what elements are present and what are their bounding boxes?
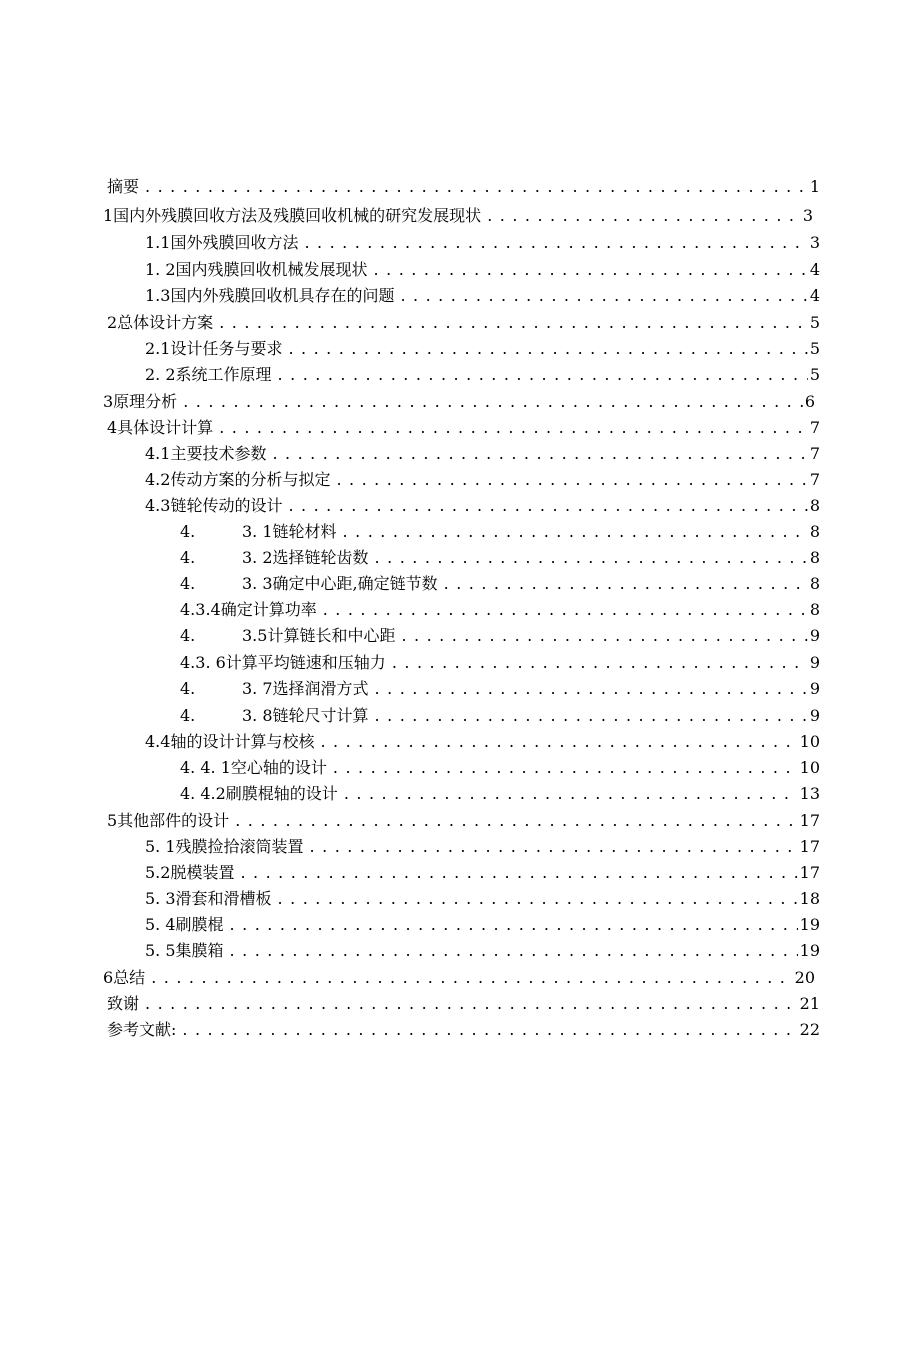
- toc-entry-text: 3. 2选择链轮齿数: [242, 548, 369, 567]
- toc-entry-title: [180, 703, 369, 729]
- dot-leader: [145, 991, 798, 1017]
- toc-entry-page: 6: [804, 392, 815, 411]
- toc-entry-page: 17: [799, 811, 820, 830]
- dot-leader: [151, 965, 792, 991]
- toc-entry-text: 3. 1链轮材料: [242, 522, 337, 541]
- toc-entry-page: 4: [809, 260, 820, 279]
- toc-entry-title: 4. 4.2刷膜棍轴的设计: [180, 784, 338, 803]
- dot-leader: [219, 415, 808, 441]
- toc-entry[interactable]: [145, 362, 820, 388]
- toc-entry-title: 5. 4刷膜棍: [145, 915, 224, 934]
- dot-leader: [320, 729, 797, 755]
- dot-leader: [288, 493, 807, 519]
- toc-entry-page: 3: [802, 206, 813, 225]
- toc-entry-title: 5其他部件的设计: [107, 811, 230, 830]
- toc-entry-page: 13: [799, 784, 820, 803]
- toc-entry-page: 17: [799, 837, 820, 856]
- dot-leader: [278, 886, 798, 912]
- toc-entry[interactable]: [145, 938, 820, 964]
- dot-leader: [183, 389, 803, 415]
- toc-entry-prefix: 4.: [180, 626, 196, 645]
- dot-leader: [333, 755, 798, 781]
- toc-entry-title: 4.4轴的设计计算与校核: [145, 732, 315, 751]
- toc-entry[interactable]: [107, 310, 820, 336]
- toc-entry[interactable]: [180, 571, 820, 597]
- toc-entry[interactable]: [107, 1017, 820, 1043]
- toc-entry-title: 2.1设计任务与要求: [145, 339, 283, 358]
- dot-leader: [323, 597, 808, 623]
- toc-entry-title: 4具体设计计算: [107, 418, 214, 437]
- toc-entry-title: 摘要: [107, 177, 140, 196]
- toc-entry[interactable]: [145, 834, 820, 860]
- toc-entry-title: [180, 571, 438, 597]
- toc-entry-page: 22: [799, 1020, 820, 1039]
- dot-leader: [375, 545, 808, 571]
- toc-entry[interactable]: [180, 519, 820, 545]
- dot-leader: [145, 174, 808, 200]
- toc-entry-page: 5: [809, 339, 820, 358]
- toc-entry-page: 8: [809, 548, 820, 567]
- toc-entry-title: 参考文献:: [107, 1020, 177, 1039]
- toc-entry-title: 1.1国外残膜回收方法: [145, 233, 299, 252]
- toc-entry-page: 10: [799, 758, 820, 777]
- toc-entry[interactable]: [145, 493, 820, 519]
- toc-entry-title: 2总体设计方案: [107, 313, 214, 332]
- toc-entry-title: 4.3.4确定计算功率: [180, 600, 317, 619]
- toc-entry-page: 9: [809, 706, 820, 725]
- toc-entry-title: 4.1主要技术参数: [145, 444, 267, 463]
- toc-entry-title: [180, 519, 337, 545]
- toc-entry-text: 3. 3确定中心距,确定链节数: [242, 574, 438, 593]
- toc-entry-prefix: 4.: [180, 522, 196, 541]
- toc-entry-page: 9: [809, 626, 820, 645]
- toc-entry[interactable]: [145, 283, 820, 309]
- toc-entry[interactable]: [145, 230, 820, 256]
- toc-entry-page: 21: [799, 994, 820, 1013]
- toc-entry-text: 3.5计算链长和中心距: [242, 626, 396, 645]
- toc-entry-title: 1.3国内外残膜回收机具存在的问题: [145, 286, 395, 305]
- toc-entry-page: 19: [799, 915, 820, 934]
- dot-leader: [400, 283, 807, 309]
- toc-entry-title: 4.2传动方案的分析与拟定: [145, 470, 331, 489]
- toc-entry[interactable]: [145, 860, 820, 886]
- toc-entry[interactable]: [107, 415, 820, 441]
- toc-entry-page: 17: [799, 863, 820, 882]
- toc-entry-text: 3. 7选择润滑方式: [242, 679, 369, 698]
- dot-leader: [219, 310, 808, 336]
- toc-entry[interactable]: [145, 336, 820, 362]
- dot-leader: [272, 441, 807, 467]
- dot-leader: [375, 676, 808, 702]
- toc-entry[interactable]: [107, 174, 820, 200]
- toc-entry-title: 4.3. 6计算平均链速和压轴力: [180, 653, 386, 672]
- toc-entry[interactable]: [145, 257, 820, 283]
- dot-leader: [235, 808, 797, 834]
- dot-leader: [336, 467, 807, 493]
- toc-entry-title: 致谢: [107, 994, 140, 1013]
- toc-entry-page: 9: [809, 653, 820, 672]
- toc-entry-title: 1. 2国内残膜回收机械发展现状: [145, 260, 368, 279]
- toc-entry-page: 9: [809, 679, 820, 698]
- dot-leader: [310, 834, 798, 860]
- toc-entry[interactable]: [180, 676, 820, 702]
- toc-entry[interactable]: [180, 755, 820, 781]
- toc-entry-page: 7: [809, 444, 820, 463]
- dot-leader: [278, 362, 808, 388]
- toc-entry-title: 5. 3滑套和滑槽板: [145, 889, 272, 908]
- toc-entry-page: 3: [809, 233, 820, 252]
- dot-leader: [374, 257, 808, 283]
- toc-entry-title: 1国内外残膜回收方法及残膜回收机械的研究发展现状: [103, 206, 482, 225]
- toc-entry-title: 2. 2系统工作原理: [145, 365, 272, 384]
- toc-entry-page: 8: [809, 522, 820, 541]
- dot-leader: [343, 519, 808, 545]
- toc-entry-title: [180, 545, 369, 571]
- toc-entry-page: 8: [809, 496, 820, 515]
- dot-leader: [304, 230, 807, 256]
- toc-entry[interactable]: [180, 545, 820, 571]
- toc-entry-title: 6总结: [103, 968, 146, 987]
- toc-entry-title: [180, 676, 369, 702]
- toc-entry-page: 19: [799, 941, 820, 960]
- toc-entry-page: 5: [809, 365, 820, 384]
- toc-entry-title: [180, 623, 395, 649]
- toc-entry-title: 5. 1残膜捡拾滚筒装置: [145, 837, 304, 856]
- toc-entry-page: 10: [799, 732, 820, 751]
- toc-entry-prefix: 4.: [180, 706, 196, 725]
- dot-leader: [401, 623, 807, 649]
- toc-entry[interactable]: [180, 703, 820, 729]
- toc-entry-title: 4. 4. 1空心轴的设计: [180, 758, 327, 777]
- dot-leader: [375, 703, 808, 729]
- toc-entry-page: 8: [809, 600, 820, 619]
- toc-entry[interactable]: [180, 623, 820, 649]
- toc-entry[interactable]: [103, 965, 815, 991]
- toc-entry[interactable]: [103, 203, 813, 229]
- toc-entry[interactable]: [145, 729, 820, 755]
- toc-entry-page: 20: [794, 968, 815, 987]
- toc-entry-title: 3原理分析: [103, 392, 178, 411]
- toc-entry[interactable]: [145, 912, 820, 938]
- toc-entry[interactable]: [145, 441, 820, 467]
- toc-entry[interactable]: [107, 991, 820, 1017]
- toc-entry[interactable]: [180, 781, 820, 807]
- toc-entry-title: 5.2脱模装置: [145, 863, 235, 882]
- dot-leader: [487, 203, 801, 229]
- dot-leader: [182, 1017, 797, 1043]
- toc-entry[interactable]: [103, 389, 815, 415]
- toc-entry-page: 8: [809, 574, 820, 593]
- dot-leader: [392, 650, 808, 676]
- toc-entry-title: 5. 5集膜箱: [145, 941, 224, 960]
- toc-entry-text: 3. 8链轮尺寸计算: [242, 706, 369, 725]
- dot-leader: [240, 860, 797, 886]
- toc-entry[interactable]: [180, 597, 820, 623]
- toc-entry[interactable]: [180, 650, 820, 676]
- dot-leader: [230, 912, 798, 938]
- toc-entry-page: 5: [809, 313, 820, 332]
- toc-entry-page: 1: [809, 177, 820, 196]
- toc-entry-page: 18: [799, 889, 820, 908]
- toc-entry[interactable]: [145, 886, 820, 912]
- toc-entry-prefix: 4.: [180, 574, 196, 593]
- toc-entry-page: 7: [809, 470, 820, 489]
- dot-leader: [344, 781, 798, 807]
- dot-leader: [288, 336, 807, 362]
- dot-leader: [444, 571, 808, 597]
- toc-entry-prefix: 4.: [180, 548, 196, 567]
- toc-entry-title: 4.3链轮传动的设计: [145, 496, 283, 515]
- toc-entry[interactable]: [145, 467, 820, 493]
- toc-entry-page: 4: [809, 286, 820, 305]
- toc-entry-page: 7: [809, 418, 820, 437]
- dot-leader: [230, 938, 798, 964]
- toc-entry-prefix: 4.: [180, 679, 196, 698]
- toc-entry[interactable]: [107, 808, 820, 834]
